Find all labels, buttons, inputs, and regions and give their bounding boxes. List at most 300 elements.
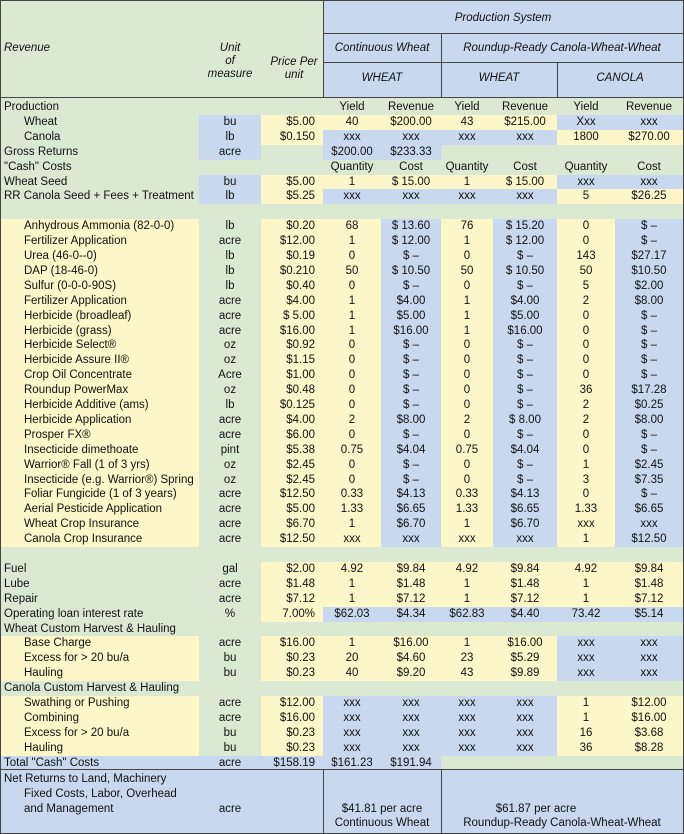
row-v3-cell: xxx xyxy=(441,532,493,547)
row-v2-cell: $4.34 xyxy=(381,607,441,622)
row-v4-cell: $1.48 xyxy=(493,577,557,592)
row-label: Roundup PowerMax xyxy=(1,383,199,398)
row-label: Hauling xyxy=(1,741,199,756)
row-v2-cell: $6.70 xyxy=(381,517,441,532)
row-price-cell xyxy=(261,100,323,115)
crop-heading-wheat-rr: WHEAT xyxy=(478,72,520,84)
row-v6-cell: $2.45 xyxy=(615,458,683,473)
row-price-cell xyxy=(261,547,323,562)
row-v4-cell: Revenue xyxy=(493,100,557,115)
row-v6-cell: $270.00 xyxy=(615,130,683,145)
row-label: Wheat Seed xyxy=(1,175,199,190)
row-v6-cell: xxx xyxy=(615,115,683,130)
row-label: Crop Oil Concentrate xyxy=(1,368,199,383)
row-unit-cell: acre xyxy=(199,324,261,339)
row-price-cell: $12.50 xyxy=(261,532,323,547)
row-v3-cell: 1 xyxy=(441,294,493,309)
row-price-cell: $0.19 xyxy=(261,249,323,264)
price-heading-line2: unit xyxy=(284,69,304,81)
row-v3-cell: 43 xyxy=(441,666,493,681)
row-unit-cell: acre xyxy=(199,756,261,771)
row-label: Repair xyxy=(1,592,199,607)
row-v4-cell: xxx xyxy=(493,130,557,145)
crop-heading-canola-rr: CANOLA xyxy=(596,72,644,84)
row-v6-cell: xxx xyxy=(615,666,683,681)
row-v5-cell: 3 xyxy=(557,473,615,488)
row-v5-cell: 1800 xyxy=(557,130,615,145)
row-v5-cell: 36 xyxy=(557,383,615,398)
row-price-cell: $0.92 xyxy=(261,338,323,353)
row-v6-cell xyxy=(615,204,683,219)
row-v3-cell: 0 xyxy=(441,338,493,353)
row-v5-cell: 1 xyxy=(557,711,615,726)
row-label: Canola Crop Insurance xyxy=(1,532,199,547)
row-v3-cell: 1 xyxy=(441,636,493,651)
row-v4-cell xyxy=(493,681,557,696)
row-v5-cell: 0 xyxy=(557,443,615,458)
row-v5-cell: 5 xyxy=(557,279,615,294)
row-v2-cell: xxx xyxy=(381,711,441,726)
row-v2-cell: $4.60 xyxy=(381,651,441,666)
row-price-cell xyxy=(261,622,323,637)
row-v3-cell: 0 xyxy=(441,353,493,368)
row-price-cell: $0.210 xyxy=(261,264,323,279)
row-label: Foliar Fungicide (1 of 3 years) xyxy=(1,487,199,502)
row-v6-cell: $12.00 xyxy=(615,696,683,711)
row-label: Fuel xyxy=(1,562,199,577)
row-v1-cell: xxx xyxy=(323,741,381,756)
production-system-heading: Production System xyxy=(454,12,552,24)
row-v4-cell: xxx xyxy=(493,532,557,547)
row-price-cell: $2.00 xyxy=(261,562,323,577)
row-v1-cell: 1.33 xyxy=(323,502,381,517)
row-v4-cell: $5.29 xyxy=(493,651,557,666)
row-v4-cell: $4.00 xyxy=(493,294,557,309)
row-unit-cell xyxy=(199,100,261,115)
row-label: Excess for > 20 bu/a xyxy=(1,726,199,741)
row-v2-cell: $233.33 xyxy=(381,145,441,160)
row-unit-cell: Acre xyxy=(199,368,261,383)
row-v4-cell: $5.00 xyxy=(493,309,557,324)
row-v5-cell: xxx xyxy=(557,517,615,532)
row-v5-cell: 36 xyxy=(557,741,615,756)
row-v4-cell: $4.40 xyxy=(493,607,557,622)
row-v1-cell: 4.92 xyxy=(323,562,381,577)
row-v6-cell: $ – xyxy=(615,338,683,353)
row-unit-cell: acre xyxy=(199,711,261,726)
row-v6-cell: $17.28 xyxy=(615,383,683,398)
row-v5-cell: 73.42 xyxy=(557,607,615,622)
row-v6-cell: $ – xyxy=(615,368,683,383)
row-v1-cell: 0 xyxy=(323,398,381,413)
row-unit-cell: bu xyxy=(199,651,261,666)
row-v3-cell xyxy=(441,204,493,219)
row-v6-cell: $7.35 xyxy=(615,473,683,488)
row-unit-cell xyxy=(199,681,261,696)
row-v4-cell xyxy=(493,547,557,562)
row-v6-cell xyxy=(615,145,683,160)
row-v6-cell: $6.65 xyxy=(615,502,683,517)
row-v2-cell: $ – xyxy=(381,473,441,488)
row-v4-cell: xxx xyxy=(493,726,557,741)
row-v3-cell: 1 xyxy=(441,577,493,592)
row-v6-cell: $8.00 xyxy=(615,294,683,309)
row-price-cell: $7.12 xyxy=(261,592,323,607)
row-v3-cell xyxy=(441,547,493,562)
row-v1-cell: xxx xyxy=(323,726,381,741)
row-label: Insecticide (e.g. Warrior®) Spring xyxy=(1,473,199,488)
row-v1-cell: Yield xyxy=(323,100,381,115)
row-v5-cell: 2 xyxy=(557,398,615,413)
row-v1-cell: 0 xyxy=(323,383,381,398)
row-v2-cell: xxx xyxy=(381,726,441,741)
row-unit-cell xyxy=(199,622,261,637)
row-v4-cell: $ 15.20 xyxy=(493,219,557,234)
row-v2-cell: $4.04 xyxy=(381,443,441,458)
row-v4-cell: $ 10.50 xyxy=(493,264,557,279)
row-unit-cell: bu xyxy=(199,741,261,756)
row-v5-cell: 0 xyxy=(557,324,615,339)
header-rule-bottom xyxy=(1,97,683,98)
row-v2-cell: $ – xyxy=(381,398,441,413)
row-v3-cell: 1 xyxy=(441,175,493,190)
row-v5-cell: xxx xyxy=(557,651,615,666)
row-label: Operating loan interest rate xyxy=(1,607,199,622)
header-divider-price xyxy=(323,1,324,97)
row-v3-cell: 1.33 xyxy=(441,502,493,517)
row-unit-cell: acre xyxy=(199,696,261,711)
row-v1-cell: 1 xyxy=(323,234,381,249)
row-v4-cell: $215.00 xyxy=(493,115,557,130)
row-v1-cell: 50 xyxy=(323,264,381,279)
row-v5-cell: xxx xyxy=(557,175,615,190)
row-unit-cell: acre xyxy=(199,502,261,517)
row-v1-cell: 1 xyxy=(323,294,381,309)
row-v1-cell: $200.00 xyxy=(323,145,381,160)
row-v5-cell: 1 xyxy=(557,532,615,547)
row-v1-cell: 1 xyxy=(323,324,381,339)
row-v6-cell: $ – xyxy=(615,428,683,443)
row-label: DAP (18-46-0) xyxy=(1,264,199,279)
row-v2-cell xyxy=(381,681,441,696)
row-v1-cell xyxy=(323,622,381,637)
row-v4-cell: $9.84 xyxy=(493,562,557,577)
row-price-cell: $0.20 xyxy=(261,219,323,234)
row-price-cell: $5.00 xyxy=(261,115,323,130)
row-v5-cell xyxy=(557,145,615,160)
row-v4-cell: $6.70 xyxy=(493,517,557,532)
row-v4-cell: $ – xyxy=(493,473,557,488)
row-v6-cell: xxx xyxy=(615,636,683,651)
header-divider-systems xyxy=(441,33,442,97)
row-v3-cell: 2 xyxy=(441,413,493,428)
row-v1-cell: 0.33 xyxy=(323,487,381,502)
row-v6-cell: $8.28 xyxy=(615,741,683,756)
row-v5-cell: 0 xyxy=(557,219,615,234)
row-v1-cell: 1 xyxy=(323,517,381,532)
unit-heading-line1: Unit xyxy=(219,42,241,54)
row-v5-cell xyxy=(557,622,615,637)
row-v4-cell: $ 8.00 xyxy=(493,413,557,428)
row-v4-cell: xxx xyxy=(493,711,557,726)
row-v4-cell: $ – xyxy=(493,279,557,294)
row-v5-cell: 1.33 xyxy=(557,502,615,517)
row-v5-cell: 16 xyxy=(557,726,615,741)
row-unit-cell xyxy=(199,204,261,219)
row-v2-cell: xxx xyxy=(381,532,441,547)
row-label: Wheat Crop Insurance xyxy=(1,517,199,532)
row-label: Herbicide Application xyxy=(1,413,199,428)
unit-heading-line2: of xyxy=(225,55,235,67)
row-v6-cell: $8.00 xyxy=(615,413,683,428)
row-unit-cell: acre xyxy=(199,234,261,249)
row-v2-cell: $ 12.00 xyxy=(381,234,441,249)
row-v1-cell: 1 xyxy=(323,592,381,607)
row-v3-cell: 0 xyxy=(441,249,493,264)
row-v3-cell: xxx xyxy=(441,696,493,711)
row-v5-cell: 2 xyxy=(557,413,615,428)
row-v1-cell: 68 xyxy=(323,219,381,234)
header-rule-middle xyxy=(323,62,683,63)
row-v5-cell: Yield xyxy=(557,100,615,115)
row-v3-cell: 50 xyxy=(441,264,493,279)
row-v6-cell: $27.17 xyxy=(615,249,683,264)
row-v5-cell: 1 xyxy=(557,458,615,473)
row-v4-cell: $ – xyxy=(493,249,557,264)
row-v3-cell xyxy=(441,145,493,160)
row-v1-cell: 40 xyxy=(323,115,381,130)
row-unit-cell: oz xyxy=(199,383,261,398)
row-price-cell: $0.48 xyxy=(261,383,323,398)
row-label: Warrior® Fall (1 of 3 yrs) xyxy=(1,458,199,473)
row-v4-cell: xxx xyxy=(493,696,557,711)
row-label: Prosper FX® xyxy=(1,428,199,443)
row-v1-cell: 0 xyxy=(323,279,381,294)
row-v2-cell: xxx xyxy=(381,130,441,145)
row-v5-cell: Quantity xyxy=(557,160,615,175)
row-v6-cell: $0.25 xyxy=(615,398,683,413)
row-v1-cell: 1 xyxy=(323,577,381,592)
net-returns-line1: Net Returns to Land, Machinery xyxy=(4,773,167,785)
row-label: "Cash" Costs xyxy=(1,160,199,175)
row-unit-cell: bu xyxy=(199,175,261,190)
unit-heading-line3: measure xyxy=(207,68,253,80)
row-unit-cell: acre xyxy=(199,636,261,651)
row-label: Swathing or Pushing xyxy=(1,696,199,711)
row-v2-cell: $ – xyxy=(381,368,441,383)
header-divider-canola xyxy=(557,62,558,97)
row-v1-cell: xxx xyxy=(323,532,381,547)
row-v6-cell: $10.50 xyxy=(615,264,683,279)
row-v3-cell: 0.33 xyxy=(441,487,493,502)
row-v4-cell: $7.12 xyxy=(493,592,557,607)
row-v3-cell: xxx xyxy=(441,711,493,726)
row-v1-cell: Quantity xyxy=(323,160,381,175)
row-v2-cell xyxy=(381,204,441,219)
row-v2-cell: $4.00 xyxy=(381,294,441,309)
header-rule-top xyxy=(323,33,683,34)
row-v1-cell: 0 xyxy=(323,428,381,443)
row-v2-cell: $ 13.60 xyxy=(381,219,441,234)
row-v4-cell: $4.04 xyxy=(493,443,557,458)
row-v4-cell xyxy=(493,204,557,219)
row-v3-cell: $62.83 xyxy=(441,607,493,622)
row-v3-cell: 0 xyxy=(441,473,493,488)
row-price-cell: $ 5.00 xyxy=(261,309,323,324)
row-v2-cell: $7.12 xyxy=(381,592,441,607)
row-v5-cell: 0 xyxy=(557,353,615,368)
row-v2-cell: Cost xyxy=(381,160,441,175)
row-unit-cell: acre xyxy=(199,532,261,547)
row-v3-cell: 0 xyxy=(441,383,493,398)
row-v2-cell: $16.00 xyxy=(381,324,441,339)
row-v5-cell: 2 xyxy=(557,294,615,309)
row-unit-cell: acre xyxy=(199,294,261,309)
row-unit-cell: bu xyxy=(199,115,261,130)
row-unit-cell: acre xyxy=(199,145,261,160)
row-v6-cell: Revenue xyxy=(615,100,683,115)
row-v3-cell: 4.92 xyxy=(441,562,493,577)
price-heading xyxy=(263,56,325,82)
net-returns-unit: acre xyxy=(218,803,242,815)
row-v6-cell: $ – xyxy=(615,219,683,234)
row-v5-cell: 0 xyxy=(557,368,615,383)
row-v4-cell: $6.65 xyxy=(493,502,557,517)
row-v6-cell: $3.68 xyxy=(615,726,683,741)
row-v6-cell: $ – xyxy=(615,309,683,324)
row-v1-cell: xxx xyxy=(323,189,381,204)
row-price-cell: $12.50 xyxy=(261,487,323,502)
crop-heading-wheat-cw: WHEAT xyxy=(361,72,403,84)
row-unit-cell: lb xyxy=(199,189,261,204)
price-heading-line1: Price Per xyxy=(270,56,318,68)
row-label xyxy=(1,204,199,219)
row-v2-cell: $9.84 xyxy=(381,562,441,577)
row-v1-cell: xxx xyxy=(323,130,381,145)
net-returns-cw-label: Continuous Wheat xyxy=(334,817,430,829)
row-label: Insecticide dimethoate xyxy=(1,443,199,458)
row-v3-cell xyxy=(441,622,493,637)
row-price-cell: $12.00 xyxy=(261,696,323,711)
row-price-cell: $0.23 xyxy=(261,726,323,741)
row-v2-cell: $ – xyxy=(381,338,441,353)
row-price-cell: $4.00 xyxy=(261,413,323,428)
row-v2-cell: $ – xyxy=(381,383,441,398)
row-v1-cell: 0 xyxy=(323,458,381,473)
row-v3-cell: 1 xyxy=(441,309,493,324)
row-v2-cell: $ 10.50 xyxy=(381,264,441,279)
row-price-cell xyxy=(261,681,323,696)
row-v3-cell: 0 xyxy=(441,458,493,473)
row-v2-cell: $ – xyxy=(381,428,441,443)
row-v5-cell: 1 xyxy=(557,577,615,592)
row-v4-cell xyxy=(493,145,557,160)
row-v6-cell: xxx xyxy=(615,517,683,532)
row-label: Urea (46-0--0) xyxy=(1,249,199,264)
row-v4-cell: $ – xyxy=(493,383,557,398)
row-v3-cell: Yield xyxy=(441,100,493,115)
row-v2-cell: $5.00 xyxy=(381,309,441,324)
row-v4-cell: $ – xyxy=(493,458,557,473)
row-v5-cell: Xxx xyxy=(557,115,615,130)
row-v6-cell: $16.00 xyxy=(615,711,683,726)
row-v6-cell: xxx xyxy=(615,651,683,666)
row-v1-cell: 1 xyxy=(323,309,381,324)
row-label: Sulfur (0-0-0-90S) xyxy=(1,279,199,294)
row-v3-cell: 23 xyxy=(441,651,493,666)
row-price-cell: $6.70 xyxy=(261,517,323,532)
row-v2-cell: $6.65 xyxy=(381,502,441,517)
row-label: Lube xyxy=(1,577,199,592)
row-v2-cell xyxy=(381,547,441,562)
row-v5-cell: 5 xyxy=(557,189,615,204)
row-v1-cell: 0 xyxy=(323,249,381,264)
row-unit-cell: acre xyxy=(199,487,261,502)
row-v6-cell xyxy=(615,681,683,696)
row-price-cell: $5.00 xyxy=(261,502,323,517)
row-label: Herbicide Select® xyxy=(1,338,199,353)
row-v4-cell: xxx xyxy=(493,741,557,756)
row-v3-cell: 0 xyxy=(441,368,493,383)
row-v1-cell: 0.75 xyxy=(323,443,381,458)
row-v4-cell: xxx xyxy=(493,189,557,204)
row-price-cell: $0.40 xyxy=(261,279,323,294)
row-unit-cell: lb xyxy=(199,249,261,264)
row-price-cell: $12.00 xyxy=(261,234,323,249)
row-v3-cell: 43 xyxy=(441,115,493,130)
row-v6-cell: $ – xyxy=(615,443,683,458)
row-v3-cell: 76 xyxy=(441,219,493,234)
row-v6-cell: $2.00 xyxy=(615,279,683,294)
row-v6-cell: $12.50 xyxy=(615,532,683,547)
row-v3-cell: Quantity xyxy=(441,160,493,175)
row-v6-cell: $ – xyxy=(615,353,683,368)
row-v5-cell: 4.92 xyxy=(557,562,615,577)
row-v1-cell: 0 xyxy=(323,353,381,368)
revenue-heading: Revenue xyxy=(4,42,51,54)
row-v4-cell: $16.00 xyxy=(493,636,557,651)
row-v1-cell: 40 xyxy=(323,666,381,681)
row-label: Gross Returns xyxy=(1,145,199,160)
row-price-cell: $5.25 xyxy=(261,189,323,204)
row-v5-cell: 0 xyxy=(557,309,615,324)
row-v2-cell: $200.00 xyxy=(381,115,441,130)
row-price-cell: $6.00 xyxy=(261,428,323,443)
net-returns-line2: Fixed Costs, Labor, Overhead xyxy=(24,788,177,800)
row-label: Herbicide Additive (ams) xyxy=(1,398,199,413)
row-unit-cell: lb xyxy=(199,219,261,234)
unit-heading xyxy=(199,42,261,81)
row-v1-cell xyxy=(323,547,381,562)
row-price-cell xyxy=(261,160,323,175)
row-label: Aerial Pesticide Application xyxy=(1,502,199,517)
row-price-cell: $1.15 xyxy=(261,353,323,368)
row-price-cell: $16.00 xyxy=(261,324,323,339)
row-label: Herbicide Assure II® xyxy=(1,353,199,368)
row-v6-cell: xxx xyxy=(615,175,683,190)
row-v1-cell xyxy=(323,204,381,219)
row-v1-cell: 1 xyxy=(323,636,381,651)
row-v1-cell: 0 xyxy=(323,338,381,353)
row-v2-cell: xxx xyxy=(381,696,441,711)
row-unit-cell: acre xyxy=(199,577,261,592)
row-v3-cell: 0 xyxy=(441,428,493,443)
row-unit-cell: gal xyxy=(199,562,261,577)
row-label: Herbicide (broadleaf) xyxy=(1,309,199,324)
row-price-cell: $0.125 xyxy=(261,398,323,413)
row-label: Canola xyxy=(1,130,199,145)
row-price-cell: $0.23 xyxy=(261,651,323,666)
